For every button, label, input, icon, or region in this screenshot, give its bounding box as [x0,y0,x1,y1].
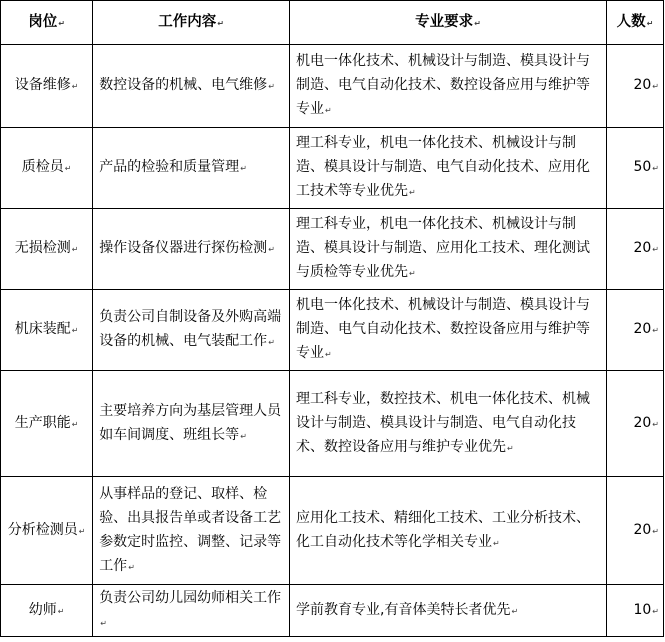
job-cell: 产品的检验和质量管理↵ [93,128,290,209]
paragraph-mark: ↵ [652,326,659,335]
count-cell: 20↵ [607,209,664,290]
position-cell: 幼师↵ [1,585,93,637]
paragraph-mark: ↵ [78,526,86,536]
job-cell: 操作设备仪器进行探伤检测↵ [93,209,290,290]
requirement-cell: 理工科专业，数控技术、机电一体化技术、机械设计与制造、模具设计与制造、电气自动化技术、数控设备应用与维护专业优先↵ [290,371,607,477]
paragraph-mark: ↵ [507,443,514,453]
paragraph-mark: ↵ [268,245,275,254]
paragraph-mark: ↵ [217,18,224,28]
count-cell: 10↵ [607,585,664,637]
job-cell: 数控设备的机械、电气维修↵ [93,45,290,128]
count-cell: 20↵ [607,45,664,128]
paragraph-mark: ↵ [58,18,65,28]
position-cell: 设备维修↵ [1,45,93,128]
paragraph-mark: ↵ [409,269,416,278]
paragraph-mark: ↵ [652,419,659,429]
paragraph-mark: ↵ [268,338,275,347]
table-row [1,585,664,637]
count-cell: 20↵ [607,290,664,371]
paragraph-mark: ↵ [71,82,79,91]
count-cell: 50↵ [607,128,664,209]
paragraph-mark: ↵ [652,164,659,173]
paragraph-mark: ↵ [325,350,332,359]
header-job: 工作内容↵ [93,1,290,45]
table-row [1,209,664,290]
paragraph-mark: ↵ [71,245,79,254]
job-cell: 从事样品的登记、取样、检验、出具报告单或者设备工艺参数定时监控、调整、记录等工作↵ [93,477,290,585]
paragraph-mark: ↵ [652,606,659,616]
paragraph-mark: ↵ [652,245,659,254]
count-cell: 20↵ [607,477,664,585]
header-requirement: 专业要求↵ [290,1,607,45]
table-row [1,45,664,128]
paragraph-mark: ↵ [100,618,107,628]
table-row [1,128,664,209]
requirement-cell: 理工科专业，机电一体化技术、机械设计与制造、模具设计与制造、应用化工技术、理化测试与质检等专业优先↵ [290,209,607,290]
paragraph-mark: ↵ [128,562,135,572]
paragraph-mark: ↵ [240,431,247,441]
position-cell: 机床装配↵ [1,290,93,371]
paragraph-mark: ↵ [652,526,659,536]
header-count: 人数↵ [607,1,664,45]
paragraph-mark: ↵ [409,188,416,197]
position-cell: 无损检测↵ [1,209,93,290]
job-cell: 负责公司自制设备及外购高端设备的机械、电气装配工作↵ [93,290,290,371]
paragraph-mark: ↵ [268,82,275,91]
paragraph-mark: ↵ [71,419,79,429]
paragraph-mark: ↵ [64,164,72,173]
header-position: 岗位↵ [1,1,93,45]
job-cell: 负责公司幼儿园幼师相关工作↵ [93,585,290,637]
requirement-cell: 机电一体化技术、机械设计与制造、模具设计与制造、电气自动化技术、数控设备应用与维护等专业↵ [290,45,607,128]
requirement-cell: 学前教育专业,有音体美特长者优先↵ [290,585,607,637]
paragraph-mark: ↵ [646,18,654,28]
requirement-cell: 理工科专业，机电一体化技术、机械设计与制造、模具设计与制造、电气自动化技术、应用化工技术等专业优先↵ [290,128,607,209]
table-row [1,290,664,371]
paragraph-mark: ↵ [493,538,500,548]
table-row [1,371,664,477]
job-cell: 主要培养方向为基层管理人员如车间调度、班组长等↵ [93,371,290,477]
table-row [1,477,664,585]
position-cell: 分析检测员↵ [1,477,93,585]
position-cell: 质检员↵ [1,128,93,209]
paragraph-mark: ↵ [511,606,519,616]
paragraph-mark: ↵ [57,606,65,616]
paragraph-mark: ↵ [652,82,659,91]
header-row [1,1,664,45]
count-cell: 20↵ [607,371,664,477]
paragraph-mark: ↵ [240,164,247,173]
paragraph-mark: ↵ [325,106,332,115]
paragraph-mark: ↵ [474,18,481,28]
requirement-cell: 机电一体化技术、机械设计与制造、模具设计与制造、电气自动化技术、数控设备应用与维护等专业↵ [290,290,607,371]
paragraph-mark: ↵ [71,326,79,335]
requirement-cell: 应用化工技术、精细化工技术、工业分析技术、化工自动化技术等化学相关专业↵ [290,477,607,585]
position-cell: 生产职能↵ [1,371,93,477]
